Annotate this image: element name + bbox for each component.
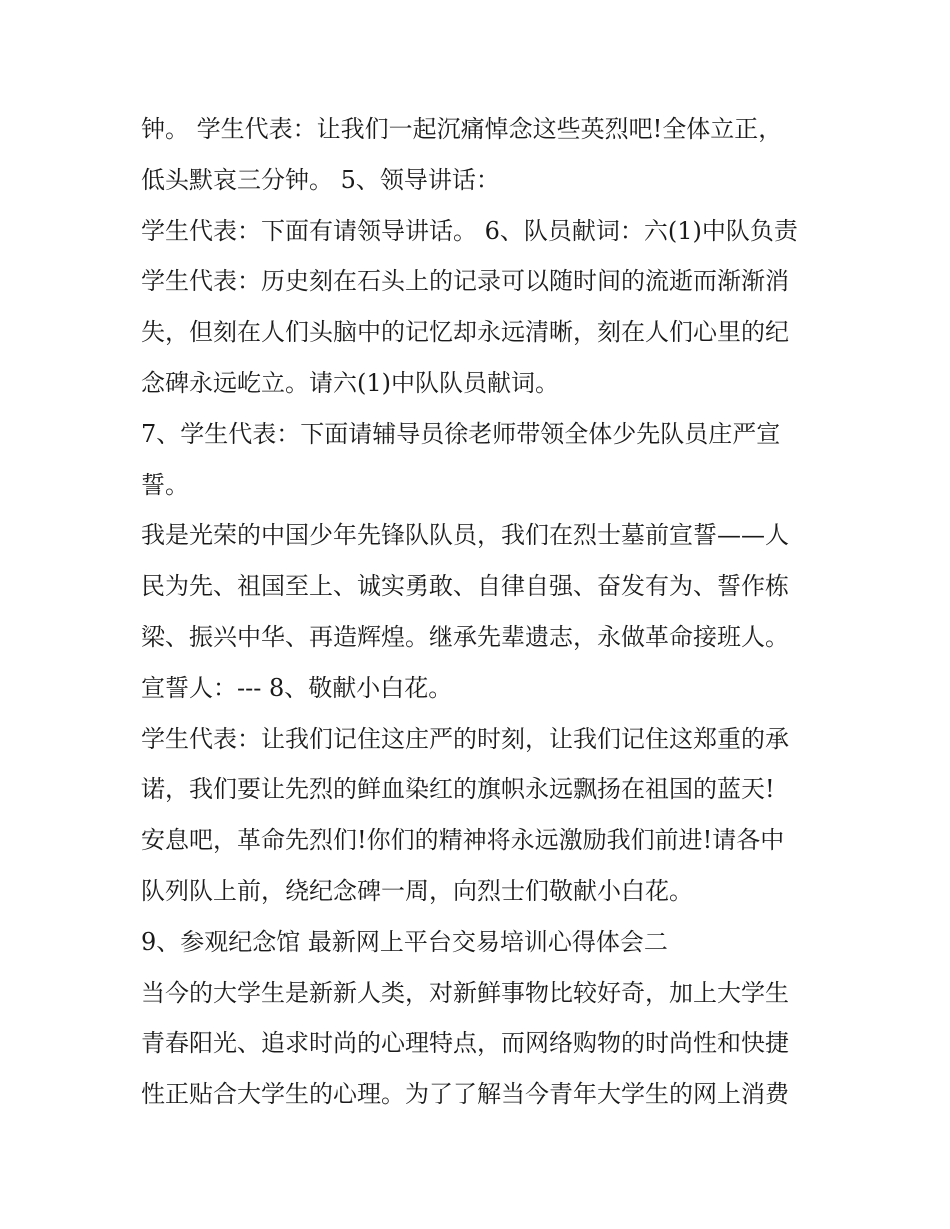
text-line: 队列队上前，绕纪念碑一周，向烈士们敬献小白花。 bbox=[141, 876, 693, 905]
text-line: 念碑永远屹立。请六(1)中队队员献词。 bbox=[141, 368, 559, 397]
text-line: 低头默哀三分钟。 5、领导讲话： bbox=[141, 165, 500, 194]
text-line: 誓。 bbox=[141, 470, 189, 499]
text-line: 安息吧，革命先烈们!你们的精神将永远激励我们前进!请各中 bbox=[141, 826, 785, 855]
text-line: 7、学生代表：下面请辅导员徐老师带领全体少先队员庄严宣 bbox=[141, 419, 781, 448]
text-line: 青春阳光、追求时尚的心理特点，而网络购物的时尚性和快捷 bbox=[141, 1029, 789, 1058]
text-line: 学生代表：历史刻在石头上的记录可以随时间的流逝而渐渐消 bbox=[141, 267, 789, 296]
text-line: 学生代表：让我们记住这庄严的时刻，让我们记住这郑重的承 bbox=[141, 724, 789, 753]
text-line: 当今的大学生是新新人类，对新鲜事物比较好奇，加上大学生 bbox=[141, 978, 789, 1007]
text-line: 我是光荣的中国少年先锋队队员，我们在烈士墓前宣誓——人 bbox=[141, 521, 789, 550]
text-line: 9、参观纪念馆 最新网上平台交易培训心得体会二 bbox=[141, 927, 668, 956]
text-line: 诺，我们要让先烈的鲜血染红的旗帜永远飘扬在祖国的蓝天! bbox=[141, 775, 775, 804]
document-body bbox=[141, 104, 841, 1120]
text-line: 民为先、祖国至上、诚实勇敢、自律自强、奋发有为、誓作栋 bbox=[141, 572, 789, 601]
text-line: 钟。 学生代表：让我们一起沉痛悼念这些英烈吧!全体立正， bbox=[141, 115, 783, 143]
text-line: 宣誓人：--- 8、敬献小白花。 bbox=[141, 673, 453, 702]
text-line: 性正贴合大学生的心理。为了了解当今青年大学生的网上消费 bbox=[141, 1080, 789, 1109]
text-line: 梁、振兴中华、再造辉煌。继承先辈遗志，永做革命接班人。 bbox=[141, 622, 789, 651]
text-line: 学生代表：下面有请领导讲话。 6、队员献词：六(1)中队负责 bbox=[141, 216, 798, 245]
text-line: 失，但刻在人们头脑中的记忆却永远清晰，刻在人们心里的纪 bbox=[141, 318, 789, 347]
